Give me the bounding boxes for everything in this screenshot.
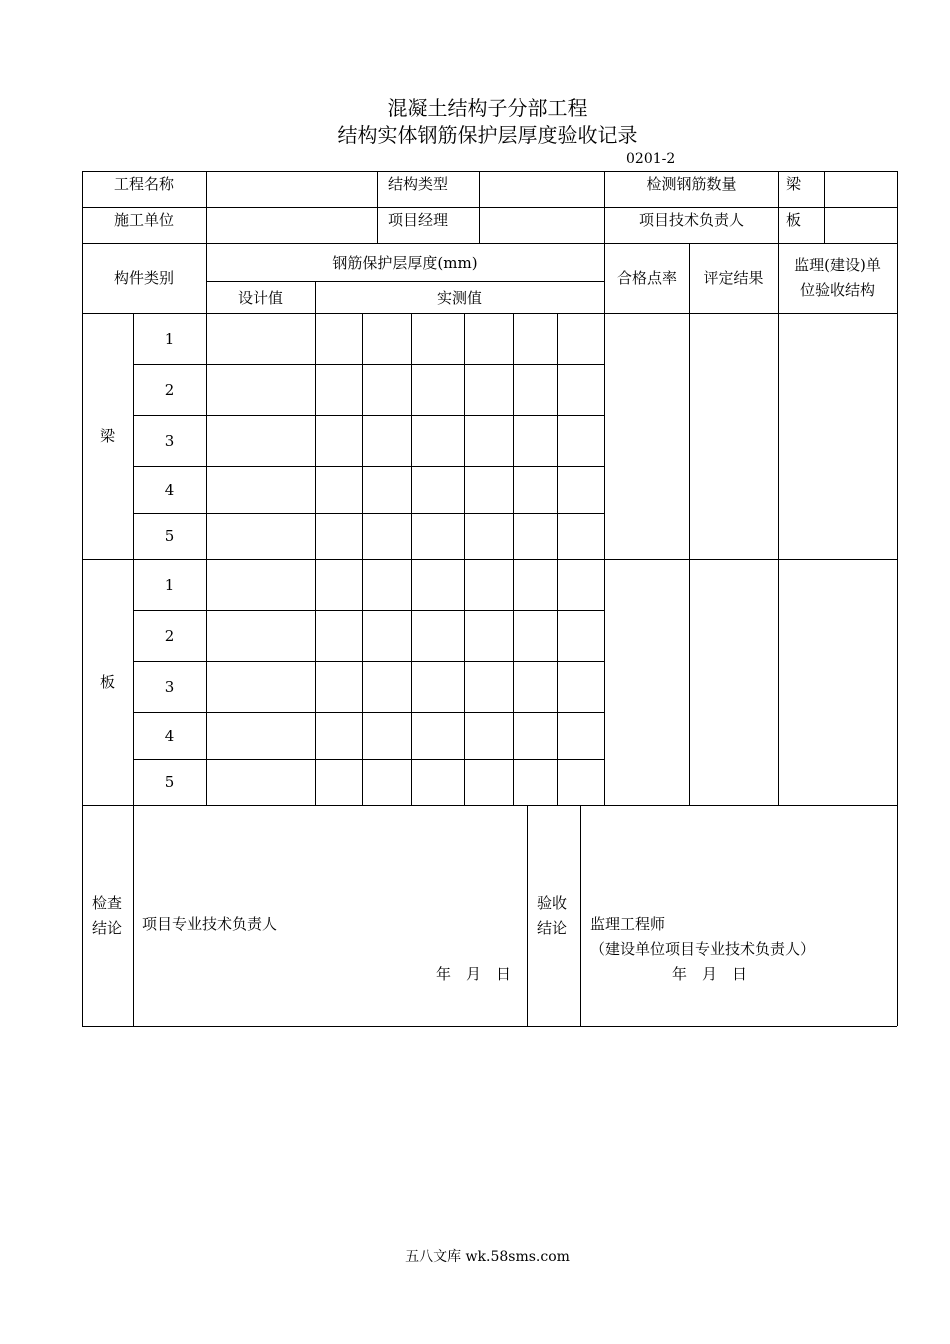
slab-row-number: 4 [164,727,175,745]
acceptance-date: 年 月 日 [672,965,748,983]
rebar-count-beam-label: 梁 [786,175,802,193]
cover-thickness-header: 钢筋保护层厚度(mm) [332,254,478,272]
rebar-count-beam-cell[interactable] [825,173,896,206]
acceptance-conclusion-label-line2: 结论 [537,919,568,937]
table-grid-line [557,313,558,805]
table-grid-line [133,415,604,416]
table-grid-line [689,313,690,805]
measured-value-header: 实测值 [436,289,482,307]
beam-row-number: 2 [164,381,175,399]
evaluation-header: 评定结果 [703,269,764,287]
structure-type-cell[interactable] [480,173,604,206]
table-grid-line [133,466,604,467]
table-grid-line [133,661,604,662]
table-grid-line [133,364,604,365]
table-grid-line [315,313,316,805]
table-grid-line [82,1026,897,1027]
tech-lead-label: 项目技术负责人 [638,211,744,229]
inspection-conclusion-label-line2: 结论 [92,919,123,937]
table-grid-line [411,313,412,805]
member-type-header: 构件类别 [113,269,174,287]
project-manager-label: 项目经理 [388,211,449,229]
inspection-date: 年 月 日 [436,965,512,983]
beam-group-label: 梁 [100,427,116,445]
contractor-label: 施工单位 [113,211,174,229]
table-grid-line [778,313,779,805]
table-grid-line [133,513,604,514]
table-grid-line [206,313,207,805]
table-grid-line [82,313,897,314]
project-manager-cell[interactable] [480,209,604,242]
table-grid-line [133,712,604,713]
design-value-header: 设计值 [237,289,283,307]
slab-row-number: 3 [164,678,175,696]
table-grid-line [897,171,898,1026]
inspection-conclusion-area[interactable] [134,806,526,1024]
table-grid-line [604,313,605,805]
table-grid-line [527,805,528,1026]
table-grid-line [82,171,83,1026]
table-grid-line [133,610,604,611]
table-grid-line [82,207,897,208]
project-name-label: 工程名称 [113,175,174,193]
supervisor-engineer-label: 监理工程师 [590,915,666,933]
project-name-cell[interactable] [207,173,377,206]
table-grid-line [778,171,779,243]
supervisor-header-line1: 监理(建设)单 [794,256,881,274]
table-grid-line [206,281,604,282]
inspection-conclusion-label-line1: 检查 [92,894,123,912]
table-grid-line [82,559,897,560]
slab-row-number: 5 [164,773,175,791]
form-title-line1: 混凝土结构子分部工程 [387,96,588,120]
table-grid-line [133,759,604,760]
slab-group-label: 板 [100,673,116,691]
structure-type-label: 结构类型 [388,175,449,193]
slab-row-number: 2 [164,627,175,645]
beam-row-number: 4 [164,481,175,499]
rebar-count-slab-label: 板 [786,211,802,229]
beam-row-number: 1 [164,330,175,348]
inspection-responsible-person: 项目专业技术负责人 [142,915,278,933]
acceptance-conclusion-label-line1: 验收 [537,894,568,912]
table-grid-line [82,243,897,244]
footer-watermark: 五八文库 wk.58sms.com [405,1249,570,1265]
form-code: 0201-2 [626,151,676,167]
slab-row-number: 1 [164,576,175,594]
rebar-count-label: 检测钢筋数量 [646,175,737,193]
acceptance-conclusion-area[interactable] [581,806,896,1024]
contractor-cell[interactable] [207,209,377,242]
beam-row-number: 5 [164,527,175,545]
table-grid-line [464,313,465,805]
form-title-line2: 结构实体钢筋保护层厚度验收记录 [337,123,638,147]
beam-row-number: 3 [164,432,175,450]
table-grid-line [82,171,897,172]
table-grid-line [362,313,363,805]
table-grid-line [377,171,378,243]
rebar-count-slab-cell[interactable] [825,209,896,242]
supervisor-header-line2: 位验收结构 [799,281,875,299]
table-grid-line [778,243,779,313]
owner-representative-label: （建设单位项目专业技术负责人） [590,940,816,958]
table-grid-line [513,313,514,805]
pass-rate-header: 合格点率 [616,269,677,287]
